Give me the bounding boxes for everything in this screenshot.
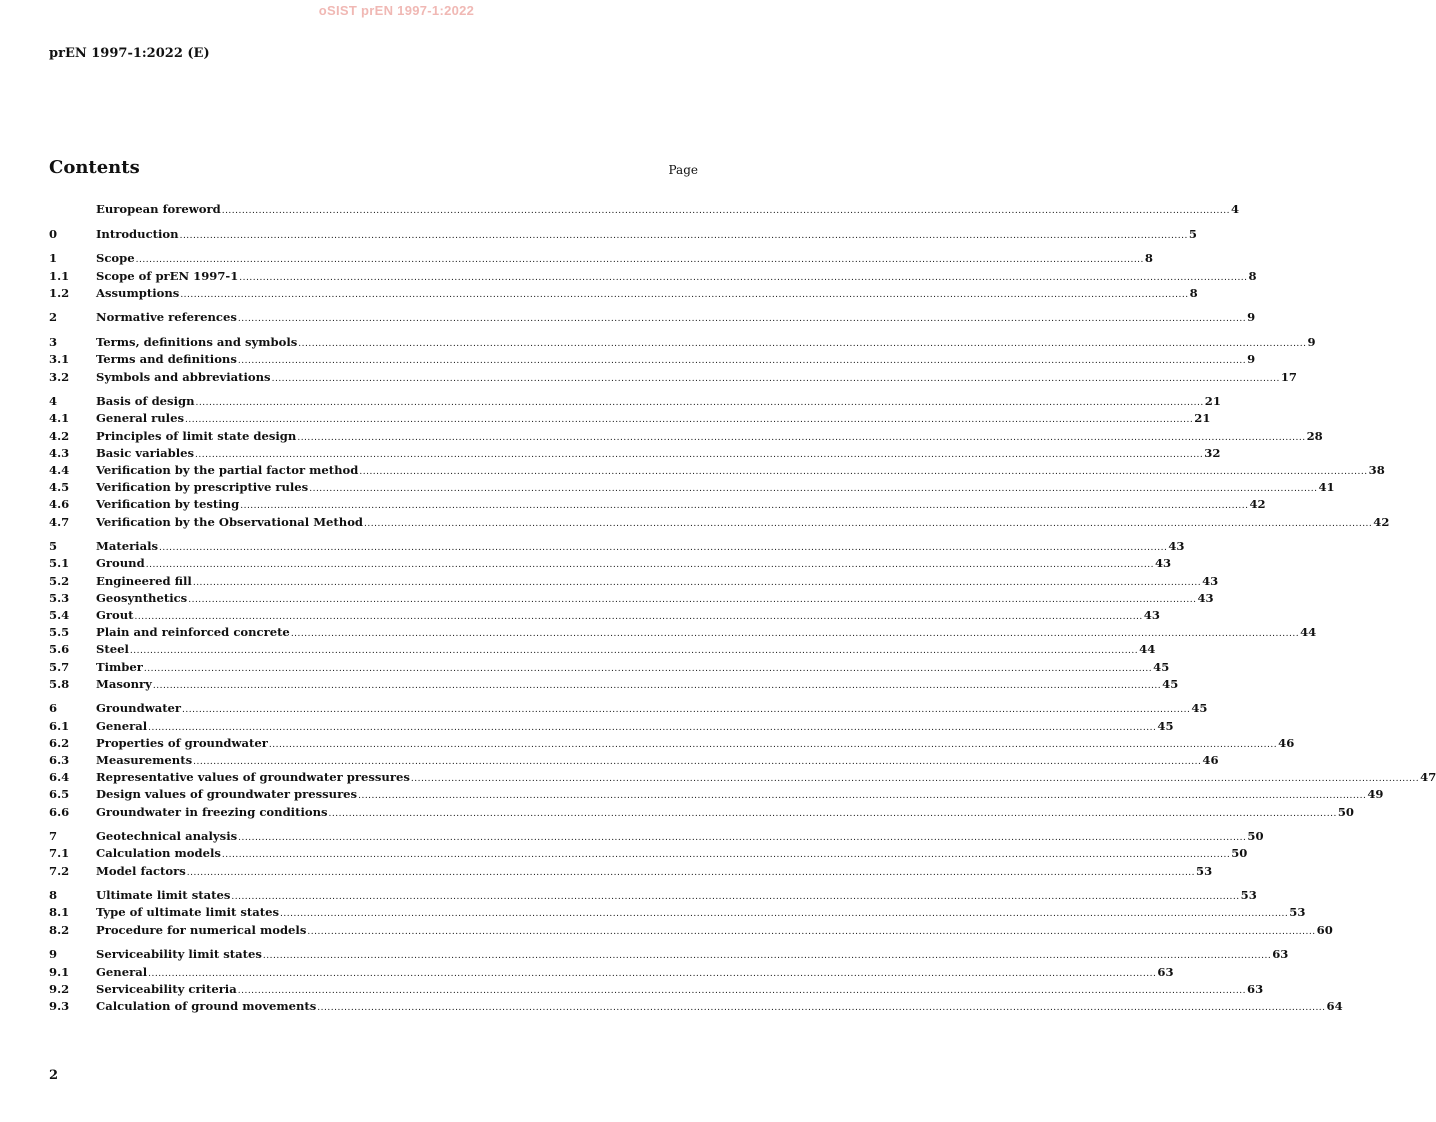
toc-page-number: 5 bbox=[1188, 226, 1197, 241]
toc-dot-leader: ............................................................................................................................................................................................................................................................................................................ bbox=[159, 543, 1168, 554]
toc-section-number: 8.1 bbox=[49, 905, 70, 920]
toc-dot-leader: ............................................................................................................................................................................................................................................................................................................ bbox=[309, 484, 1318, 495]
toc-entry[interactable] bbox=[49, 462, 1385, 479]
contents-heading: Contents bbox=[49, 157, 140, 178]
toc-entry[interactable] bbox=[49, 659, 1170, 676]
toc-entry[interactable] bbox=[49, 863, 1213, 880]
toc-section-number: 5.5 bbox=[49, 625, 70, 640]
toc-entry[interactable] bbox=[49, 804, 1354, 821]
toc-section-number: 8.2 bbox=[49, 922, 70, 937]
toc-entry[interactable] bbox=[49, 514, 1390, 531]
toc-dot-leader: ............................................................................................................................................................................................................................................................................................................ bbox=[185, 415, 1194, 426]
toc-dot-leader: ............................................................................................................................................................................................................................................................................................................ bbox=[237, 314, 1247, 325]
toc-page-number: 42 bbox=[1249, 497, 1266, 512]
toc-dot-leader: ............................................................................................................................................................................................................................................................................................................ bbox=[231, 892, 1240, 903]
toc-section-title: Verification by prescriptive rules bbox=[96, 480, 309, 495]
toc-entry[interactable] bbox=[49, 309, 1256, 326]
toc-section-number: 5.1 bbox=[49, 556, 70, 571]
toc-section-title: Type of ultimate limit states bbox=[96, 905, 280, 920]
toc-dot-leader: ............................................................................................................................................................................................................................................................................................................ bbox=[186, 867, 1196, 878]
toc-section-title: Masonry bbox=[96, 676, 152, 691]
toc-page-number: 63 bbox=[1157, 964, 1174, 979]
toc-entry[interactable] bbox=[49, 607, 1160, 624]
toc-section-title: Geosynthetics bbox=[96, 590, 188, 605]
toc-entry[interactable] bbox=[49, 410, 1211, 427]
toc-entry[interactable] bbox=[49, 718, 1174, 735]
toc-section-number: 1.1 bbox=[49, 268, 70, 283]
toc-entry[interactable] bbox=[49, 700, 1208, 717]
toc-dot-leader: ............................................................................................................................................................................................................................................................................................................ bbox=[410, 774, 1420, 785]
toc-section-number: 6.6 bbox=[49, 804, 70, 819]
toc-dot-leader: ............................................................................................................................................................................................................................................................................................................ bbox=[135, 255, 1144, 266]
toc-section-title: Ultimate limit states bbox=[96, 888, 231, 903]
toc-entry[interactable] bbox=[49, 769, 1436, 786]
toc-page-number: 43 bbox=[1168, 539, 1185, 554]
toc-page-number: 45 bbox=[1191, 701, 1208, 716]
toc-section-title: Symbols and abbreviations bbox=[96, 369, 271, 384]
toc-section-title: Timber bbox=[96, 659, 143, 674]
toc-section-title: Materials bbox=[96, 539, 159, 554]
toc-section-number: 6.3 bbox=[49, 752, 70, 767]
toc-dot-leader: ............................................................................................................................................................................................................................................................................................................ bbox=[129, 646, 1139, 657]
toc-section-number: 5.2 bbox=[49, 573, 70, 588]
toc-section-number: 0 bbox=[49, 226, 58, 241]
toc-section-number: 5.3 bbox=[49, 590, 70, 605]
toc-dot-leader: ............................................................................................................................................................................................................................................................................................................ bbox=[195, 449, 1204, 460]
toc-section-title: Grout bbox=[96, 607, 134, 622]
toc-page-number: 49 bbox=[1367, 787, 1384, 802]
toc-page-number: 60 bbox=[1316, 922, 1333, 937]
toc-section-title: Basic variables bbox=[96, 445, 195, 460]
footer-page-number: 2 bbox=[49, 1068, 59, 1083]
toc-section-title: Scope bbox=[96, 251, 135, 266]
toc-entry[interactable] bbox=[49, 538, 1185, 555]
toc-entry[interactable] bbox=[49, 998, 1343, 1015]
toc-dot-leader: ............................................................................................................................................................................................................................................................................................................ bbox=[195, 398, 1204, 409]
toc-section-number: 9.3 bbox=[49, 998, 70, 1013]
toc-dot-leader: ............................................................................................................................................................................................................................................................................................................ bbox=[237, 985, 1246, 996]
toc-section-title: Normative references bbox=[96, 310, 237, 325]
toc-entry[interactable] bbox=[49, 590, 1214, 607]
toc-dot-leader: ............................................................................................................................................................................................................................................................................................................ bbox=[238, 833, 1247, 844]
toc-section-number: 5 bbox=[49, 539, 58, 554]
toc-section-title: Measurements bbox=[96, 752, 193, 767]
toc-dot-leader: ............................................................................................................................................................................................................................................................................................................ bbox=[192, 577, 1202, 588]
toc-section-title: Principles of limit state design bbox=[96, 428, 297, 443]
toc-section-number: 4.7 bbox=[49, 514, 70, 529]
toc-page-number: 4 bbox=[1230, 202, 1240, 216]
toc-page-number: 43 bbox=[1143, 607, 1160, 622]
toc-dot-leader: ............................................................................................................................................................................................................................................................................................................ bbox=[271, 373, 1280, 384]
toc-section-title: Design values of groundwater pressures bbox=[96, 787, 358, 802]
toc-entry[interactable] bbox=[49, 479, 1335, 496]
toc-section-number: 1.2 bbox=[49, 285, 70, 300]
toc-entry[interactable] bbox=[49, 641, 1156, 658]
toc-page-number: 45 bbox=[1153, 659, 1170, 674]
toc-page-number: 44 bbox=[1300, 625, 1317, 640]
toc-entry[interactable] bbox=[49, 250, 1153, 267]
toc-section-number: 9.1 bbox=[49, 964, 70, 979]
toc-section-title: Procedure for numerical models bbox=[96, 922, 307, 937]
toc-section-number: 6.4 bbox=[49, 770, 70, 785]
toc-section-number: 5.8 bbox=[49, 676, 70, 691]
toc-page-number: 21 bbox=[1194, 411, 1211, 426]
toc-section-title: Plain and reinforced concrete bbox=[96, 625, 290, 640]
toc-page-number: 63 bbox=[1247, 981, 1264, 996]
toc-page-number: 32 bbox=[1204, 445, 1221, 460]
toc-dot-leader: ............................................................................................................................................................................................................................................................................................................ bbox=[193, 756, 1202, 767]
toc-section-title: Assumptions bbox=[96, 285, 180, 300]
toc-page-number: 46 bbox=[1278, 735, 1295, 750]
toc-page-number: 44 bbox=[1139, 642, 1156, 657]
toc-entry[interactable] bbox=[49, 946, 1289, 963]
toc-entry[interactable] bbox=[49, 624, 1317, 641]
toc-entry[interactable] bbox=[49, 735, 1295, 752]
toc-entry[interactable] bbox=[49, 201, 1240, 218]
toc-section-number: 4.3 bbox=[49, 445, 70, 460]
toc-section-number: 4.5 bbox=[49, 480, 70, 495]
toc-section-title: Representative values of groundwater pressures bbox=[96, 770, 410, 785]
toc-page-number: 45 bbox=[1162, 676, 1179, 691]
toc-dot-leader: ............................................................................................................................................................................................................................................................................................................ bbox=[307, 926, 1316, 937]
toc-page-number: 8 bbox=[1144, 251, 1153, 266]
toc-dot-leader: ............................................................................................................................................................................................................................................................................................................ bbox=[364, 518, 1373, 529]
toc-dot-leader: ............................................................................................................................................................................................................................................................................................................ bbox=[358, 791, 1367, 802]
toc-section-title: Scope of prEN 1997-1 bbox=[96, 268, 239, 283]
toc-page-number: 43 bbox=[1197, 590, 1214, 605]
toc-page-number: 53 bbox=[1196, 863, 1213, 878]
toc-dot-leader: ............................................................................................................................................................................................................................................................................................................ bbox=[182, 705, 1191, 716]
toc-page-number: 21 bbox=[1204, 394, 1221, 409]
toc-entry[interactable] bbox=[49, 445, 1221, 462]
toc-dot-leader: ............................................................................................................................................................................................................................................................................................................ bbox=[240, 501, 1249, 512]
toc-entry[interactable] bbox=[49, 334, 1316, 351]
toc-entry[interactable] bbox=[49, 964, 1174, 981]
toc-section-title: Terms, definitions and symbols bbox=[96, 335, 298, 350]
toc-entry[interactable] bbox=[49, 904, 1306, 921]
toc-section-number: 4.1 bbox=[49, 411, 70, 426]
toc-entry[interactable] bbox=[49, 786, 1384, 803]
toc-section-title: Serviceability criteria bbox=[96, 981, 237, 996]
toc-page-number: 28 bbox=[1306, 428, 1323, 443]
toc-section-title: Calculation models bbox=[96, 846, 221, 861]
toc-section-number: 6.1 bbox=[49, 718, 70, 733]
toc-dot-leader: ............................................................................................................................................................................................................................................................................................................ bbox=[359, 466, 1368, 477]
toc-section-number: 5.7 bbox=[49, 659, 70, 674]
toc-section-title: Groundwater bbox=[96, 701, 182, 716]
toc-entry[interactable] bbox=[49, 887, 1257, 904]
toc-dot-leader: ............................................................................................................................................................................................................................................................................................................ bbox=[188, 594, 1197, 605]
toc-section-title: European foreword bbox=[96, 202, 221, 216]
toc-dot-leader: ............................................................................................................................................................................................................................................................................................................ bbox=[148, 722, 1157, 733]
toc-entry[interactable] bbox=[49, 828, 1264, 845]
toc-section-number: 7 bbox=[49, 829, 58, 844]
toc-page-number: 38 bbox=[1368, 462, 1385, 477]
toc-section-title: Serviceability limit states bbox=[96, 947, 262, 962]
toc-entry[interactable] bbox=[49, 369, 1297, 386]
toc-page-number: 50 bbox=[1337, 804, 1354, 819]
toc-page-number: 41 bbox=[1318, 480, 1335, 495]
toc-page-number: 50 bbox=[1231, 846, 1248, 861]
toc-dot-leader: ............................................................................................................................................................................................................................................................................................................ bbox=[221, 850, 1231, 861]
toc-entry[interactable] bbox=[49, 752, 1219, 769]
toc-section-title: General bbox=[96, 718, 148, 733]
toc-entry[interactable] bbox=[49, 351, 1256, 368]
toc-entry[interactable] bbox=[49, 922, 1333, 939]
toc-dot-leader: ............................................................................................................................................................................................................................................................................................................ bbox=[237, 356, 1247, 367]
toc-dot-leader: ............................................................................................................................................................................................................................................................................................................ bbox=[280, 909, 1289, 920]
toc-section-number: 9 bbox=[49, 947, 58, 962]
toc-section-number: 6.2 bbox=[49, 735, 70, 750]
toc-section-number: 4 bbox=[49, 394, 58, 409]
toc-dot-leader: ............................................................................................................................................................................................................................................................................................................ bbox=[221, 206, 1230, 216]
toc-section-number: 9.2 bbox=[49, 981, 70, 996]
toc-entry[interactable] bbox=[49, 845, 1248, 862]
toc-section-title: Steel bbox=[96, 642, 129, 657]
toc-dot-leader: ............................................................................................................................................................................................................................................................................................................ bbox=[143, 663, 1153, 674]
toc-section-number: 3.2 bbox=[49, 369, 70, 384]
toc-section-title: Introduction bbox=[96, 226, 179, 241]
toc-dot-leader: ............................................................................................................................................................................................................................................................................................................ bbox=[297, 432, 1306, 443]
toc-dot-leader: ............................................................................................................................................................................................................................................................................................................ bbox=[134, 611, 1143, 622]
toc-page-number: 47 bbox=[1420, 770, 1436, 785]
toc-section-title: Verification by testing bbox=[96, 497, 240, 512]
toc-dot-leader: ............................................................................................................................................................................................................................................................................................................ bbox=[148, 968, 1157, 979]
toc-dot-leader: ............................................................................................................................................................................................................................................................................................................ bbox=[239, 272, 1248, 283]
toc-dot-leader: ............................................................................................................................................................................................................................................................................................................ bbox=[290, 629, 1300, 640]
toc-page-number: 45 bbox=[1157, 718, 1174, 733]
toc-section-title: General bbox=[96, 964, 148, 979]
toc-section-number: 3 bbox=[49, 335, 58, 350]
toc-section-title: Basis of design bbox=[96, 394, 195, 409]
toc-dot-leader: ............................................................................................................................................................................................................................................................................................................ bbox=[179, 230, 1188, 241]
toc-page-number: 9 bbox=[1307, 335, 1316, 350]
toc-entry[interactable] bbox=[49, 555, 1172, 572]
toc-dot-leader: ............................................................................................................................................................................................................................................................................................................ bbox=[180, 289, 1189, 300]
toc-entry[interactable] bbox=[49, 226, 1197, 243]
toc-page-number: 43 bbox=[1154, 556, 1172, 571]
toc-page-number: 46 bbox=[1202, 752, 1219, 767]
toc-dot-leader: ............................................................................................................................................................................................................................................................................................................ bbox=[317, 1002, 1326, 1013]
toc-page-number: 8 bbox=[1189, 285, 1198, 300]
toc-entry[interactable] bbox=[49, 285, 1198, 302]
toc-section-number: 3.1 bbox=[49, 352, 70, 367]
toc-section-title: Model factors bbox=[96, 863, 186, 878]
toc-entry[interactable] bbox=[49, 496, 1266, 513]
toc-page-number: 53 bbox=[1240, 888, 1257, 903]
toc-section-title: Calculation of ground movements bbox=[96, 998, 317, 1013]
toc-dot-leader: ............................................................................................................................................................................................................................................................................................................ bbox=[152, 680, 1162, 691]
toc-page-number: 50 bbox=[1247, 829, 1264, 844]
toc-section-number: 7.1 bbox=[49, 846, 70, 861]
toc-page-number: 42 bbox=[1373, 514, 1390, 529]
toc-section-title: Verification by the partial factor method bbox=[96, 462, 359, 477]
toc-section-number: 4.6 bbox=[49, 497, 70, 512]
toc-section-number: 8 bbox=[49, 888, 58, 903]
toc-entry[interactable] bbox=[49, 393, 1221, 410]
toc-section-title: General rules bbox=[96, 411, 184, 426]
table-of-contents bbox=[49, 201, 1436, 1015]
toc-section-title: Verification by the Observational Method bbox=[96, 514, 364, 529]
toc-dot-leader: ............................................................................................................................................................................................................................................................................................................ bbox=[145, 560, 1154, 571]
toc-section-number: 5.6 bbox=[49, 642, 70, 657]
toc-entry[interactable] bbox=[49, 676, 1179, 693]
toc-page-number: 43 bbox=[1202, 573, 1219, 588]
toc-section-title: Properties of groundwater bbox=[96, 735, 268, 750]
toc-page-number: 17 bbox=[1280, 369, 1297, 384]
toc-entry[interactable] bbox=[49, 981, 1264, 998]
document-id: prEN 1997-1:2022 (E) bbox=[49, 46, 210, 61]
toc-page-number: 63 bbox=[1272, 947, 1289, 962]
toc-section-number: 4.2 bbox=[49, 428, 70, 443]
toc-section-title: Terms and definitions bbox=[96, 352, 237, 367]
toc-page-number: 64 bbox=[1326, 998, 1343, 1013]
toc-section-title: Engineered fill bbox=[96, 573, 192, 588]
toc-entry[interactable] bbox=[49, 573, 1219, 590]
toc-section-number: 1 bbox=[49, 251, 58, 266]
toc-section-number: 6.5 bbox=[49, 787, 70, 802]
toc-section-number: 2 bbox=[49, 310, 58, 325]
toc-dot-leader: ............................................................................................................................................................................................................................................................................................................ bbox=[328, 808, 1337, 819]
toc-section-number: 7.2 bbox=[49, 863, 70, 878]
toc-section-number: 5.4 bbox=[49, 607, 70, 622]
toc-section-title: Ground bbox=[96, 556, 145, 571]
toc-dot-leader: ............................................................................................................................................................................................................................................................................................................ bbox=[262, 951, 1272, 962]
toc-entry[interactable] bbox=[49, 428, 1323, 445]
toc-page-number: 9 bbox=[1247, 352, 1256, 367]
toc-section-title: Groundwater in freezing conditions bbox=[96, 804, 328, 819]
toc-dot-leader: ............................................................................................................................................................................................................................................................................................................ bbox=[298, 339, 1307, 350]
toc-page-number: 9 bbox=[1247, 310, 1256, 325]
watermark: oSIST prEN 1997-1:2022 bbox=[318, 3, 475, 18]
toc-section-title: Geotechnical analysis bbox=[96, 829, 238, 844]
toc-page-number: 53 bbox=[1289, 905, 1306, 920]
page-column-label: Page bbox=[668, 163, 698, 177]
toc-dot-leader: ............................................................................................................................................................................................................................................................................................................ bbox=[268, 739, 1278, 750]
toc-entry[interactable] bbox=[49, 268, 1257, 285]
toc-section-number: 6 bbox=[49, 701, 58, 716]
toc-page-number: 8 bbox=[1248, 268, 1257, 283]
toc-section-number: 4.4 bbox=[49, 462, 70, 477]
